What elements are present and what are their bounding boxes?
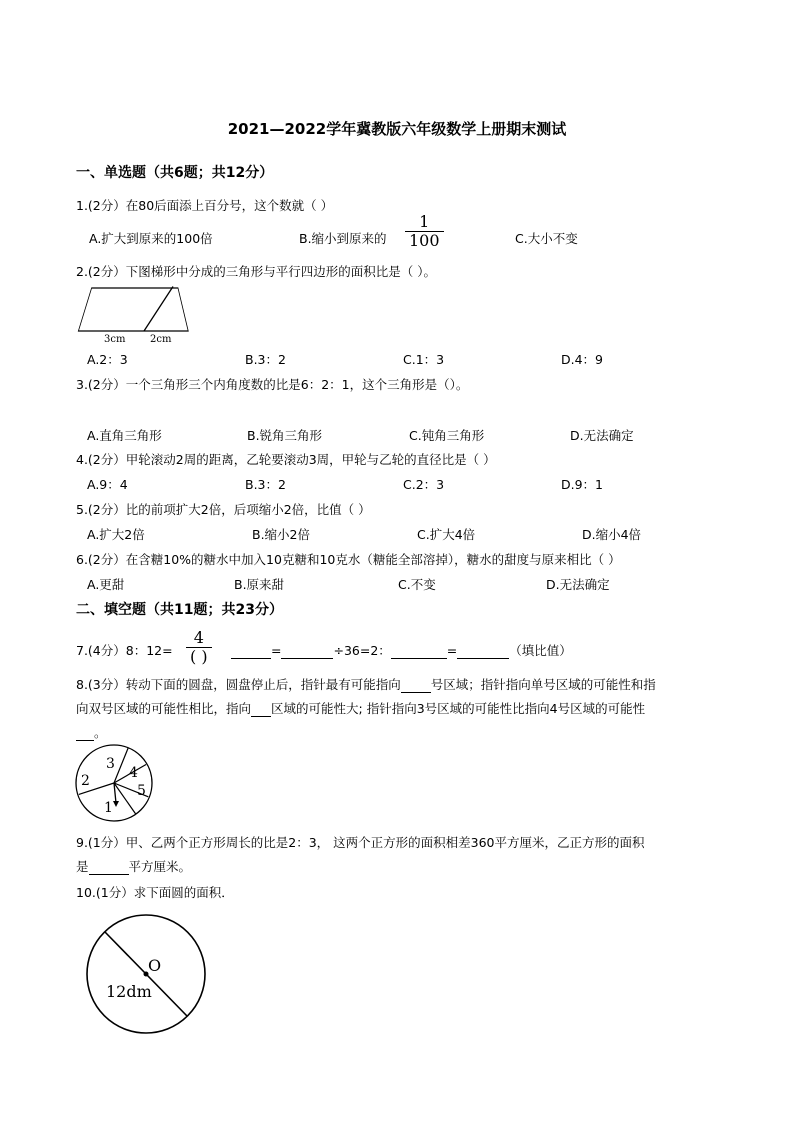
circle-figure — [84, 913, 210, 1039]
q1-option-b-fraction — [405, 213, 444, 250]
q7-div36: ÷36=2： — [333, 643, 391, 658]
question-9-line-2 — [76, 857, 191, 875]
q5-option-d: D.缩小4倍 — [582, 527, 642, 542]
question-2-stem: 2.(2分）下图梯形中分成的三角形与平行四边形的面积比是（ ）。 — [76, 264, 436, 279]
spinner-disc-figure — [74, 743, 156, 825]
q9-text: 是 — [76, 859, 89, 874]
q3-option-c: C.钝角三角形 — [409, 428, 485, 443]
answer-blank[interactable] — [76, 725, 94, 741]
question-7-stem: 7.(4分）8：12= — [76, 643, 173, 658]
q4-option-a: A.9：4 — [87, 477, 128, 492]
q7-equals-2: = — [446, 643, 458, 658]
answer-blank[interactable] — [401, 677, 431, 693]
page-title: 2021—2022学年冀教版六年级数学上册期末测试 — [227, 120, 567, 138]
q4-option-c: C.2：3 — [403, 477, 445, 492]
section-2-heading: 二、填空题（共11题；共23分） — [76, 602, 283, 618]
q5-option-c: C.扩大4倍 — [417, 527, 476, 542]
disc-label-2: 2 — [81, 773, 90, 789]
trapezoid-label-3cm: 3cm — [104, 334, 126, 345]
q3-option-a: A.直角三角形 — [87, 428, 162, 443]
question-6-stem: 6.(2分）在含糖10%的糖水中加入10克糖和10克水（糖能全部溶掉），糖水的甜度与原来相比（ ） — [76, 552, 621, 567]
question-3-stem: 3.(2分）一个三角形三个内角度数的比是6：2：1，这个三角形是（）。 — [76, 377, 469, 392]
question-8-line-1 — [76, 675, 656, 693]
q1-option-b: B.缩小到原来的 — [299, 231, 387, 246]
q2-option-d: D.4：9 — [561, 352, 604, 367]
answer-blank[interactable] — [251, 701, 271, 717]
q1-option-a: A.扩大到原来的100倍 — [89, 231, 213, 246]
section-1-heading: 一、单选题（共6题；共12分） — [76, 165, 274, 181]
question-10-stem: 10.(1分）求下面圆的面积． — [76, 885, 234, 900]
trapezoid-figure — [76, 284, 196, 346]
fraction-denominator: 100 — [405, 231, 444, 250]
question-4-stem: 4.(2分）甲轮滚动2周的距离，乙轮要滚动3周，甲轮与乙轮的直径比是（ ） — [76, 452, 496, 467]
disc-label-3: 3 — [106, 756, 115, 772]
q5-option-a: A.扩大2倍 — [87, 527, 145, 542]
disc-label-4: 4 — [129, 765, 138, 781]
answer-blank[interactable] — [231, 643, 271, 659]
q7-tail: （填比值） — [509, 643, 572, 658]
answer-blank[interactable] — [391, 643, 447, 659]
answer-blank[interactable] — [89, 859, 129, 875]
answer-blank[interactable] — [457, 643, 509, 659]
q9-text: 平方厘米。 — [128, 859, 192, 874]
question-9-line-1: 9.(1分）甲、乙两个正方形周长的比是2：3， 这两个正方形的面积相差360平方厘米，乙正方形的面积 — [76, 835, 645, 850]
q7-fraction — [186, 629, 212, 666]
q6-option-a: A.更甜 — [87, 577, 125, 592]
q8-text: 号区域；指针指向单号区域的可能性和指 — [430, 677, 656, 692]
question-5-stem: 5.(2分）比的前项扩大2倍，后项缩小2倍，比值（ ） — [76, 502, 371, 517]
q8-text: 8.(3分）转动下面的圆盘，圆盘停止后，指针最有可能指向 — [76, 677, 401, 692]
q2-option-a: A.2：3 — [87, 352, 128, 367]
question-8-line-2 — [76, 699, 645, 717]
q8-text: 区域的可能性大; 指针指向3号区域的可能性比指向4号区域的可能性 — [271, 701, 646, 716]
circle-center-label: O — [148, 956, 162, 975]
q2-option-b: B.3：2 — [245, 352, 286, 367]
q5-option-b: B.缩小2倍 — [252, 527, 311, 542]
question-1-stem: 1.(2分）在80后面添上百分号，这个数就（ ） — [76, 198, 334, 213]
q8-text: 向双号区域的可能性相比，指向 — [76, 701, 252, 716]
q4-option-d: D.9：1 — [561, 477, 604, 492]
fraction-numerator: 1 — [419, 212, 430, 231]
disc-label-5: 5 — [137, 783, 146, 799]
q7-equals-1: = — [271, 643, 282, 658]
q1-option-c: C.大小不变 — [515, 231, 578, 246]
q3-option-b: B.锐角三角形 — [247, 428, 323, 443]
q2-option-c: C.1：3 — [403, 352, 445, 367]
disc-label-1: 1 — [104, 800, 113, 816]
q8-text: 。 — [94, 725, 107, 740]
trapezoid-label-2cm: 2cm — [150, 334, 172, 345]
answer-blank[interactable] — [281, 643, 333, 659]
question-8-line-3 — [76, 723, 107, 741]
q6-option-d: D.无法确定 — [546, 577, 610, 592]
q4-option-b: B.3：2 — [245, 477, 286, 492]
q7-blank-row — [231, 641, 572, 659]
fraction-denominator: ( ) — [186, 647, 212, 666]
q3-option-d: D.无法确定 — [570, 428, 634, 443]
fraction-numerator: 4 — [193, 628, 204, 647]
q6-option-b: B.原来甜 — [234, 577, 285, 592]
q6-option-c: C.不变 — [398, 577, 436, 592]
circle-dimension-label: 12dm — [106, 982, 152, 1001]
